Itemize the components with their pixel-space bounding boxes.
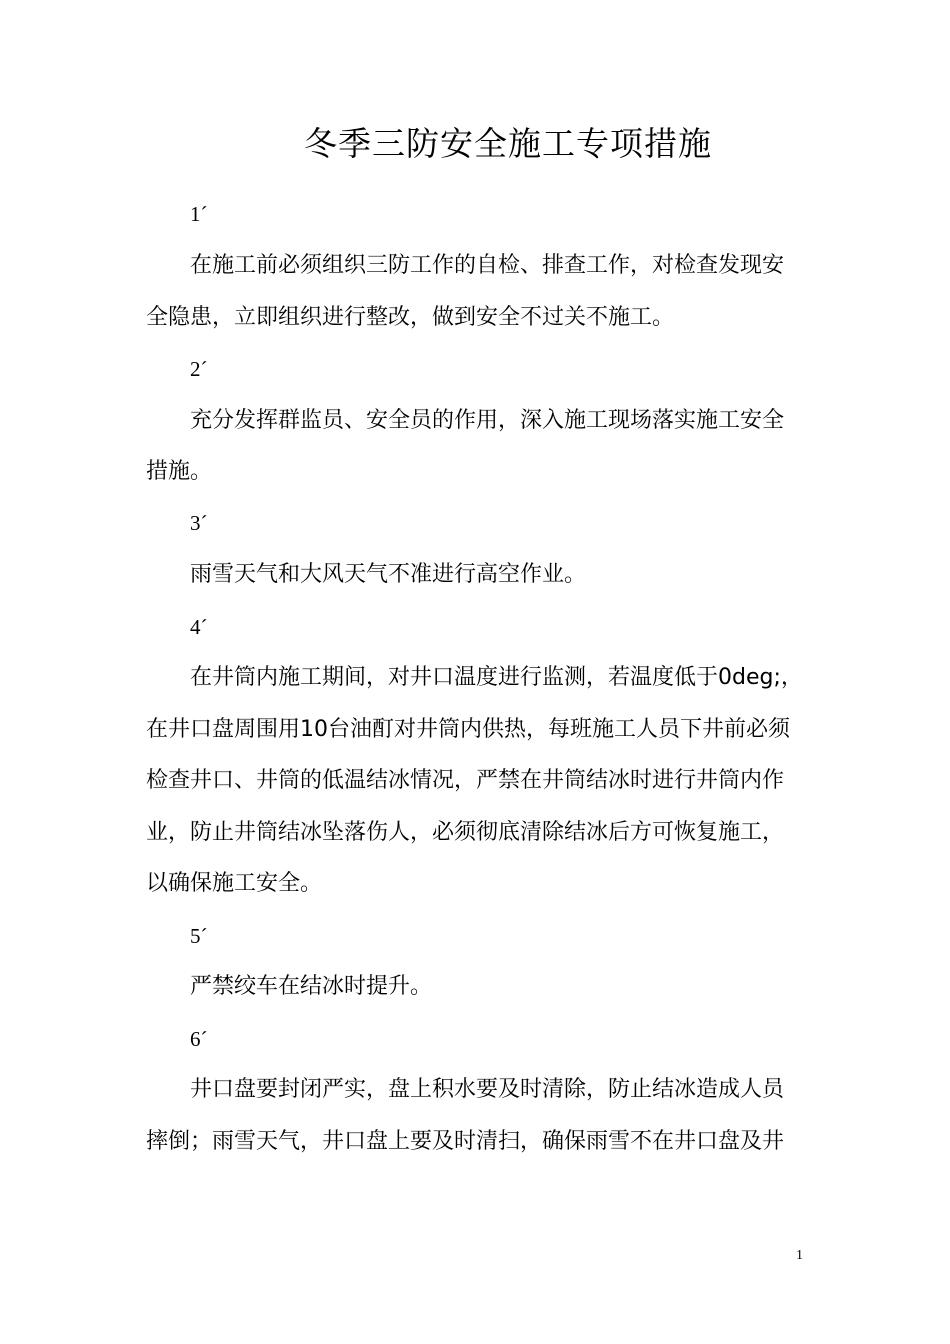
paragraph-line: 井口盘要封闭严实，盘上积水要及时清除，防止结冰造成人员 — [190, 1077, 785, 1102]
item-number: 6´ — [190, 1027, 208, 1051]
item-number: 1´ — [190, 202, 208, 226]
paragraph-line: 严禁绞车在结冰时提升。 — [190, 974, 433, 999]
paragraph-line: 在施工前必须组织三防工作的自检、排查工作，对检查发现安 — [190, 253, 785, 278]
paragraph-line: 雨雪天气和大风天气不准进行高空作业。 — [190, 562, 587, 587]
paragraph-line: 业，防止井筒结冰坠落伤人，必须彻底清除结冰后方可恢复施工， — [146, 820, 785, 845]
paragraph-line: 在井筒内施工期间，对井口温度进行监测，若温度低于0deg;， — [190, 665, 803, 690]
item-number: 5´ — [190, 924, 208, 948]
page-number: 1 — [796, 1248, 803, 1263]
paragraph-line: 措施。 — [146, 459, 213, 484]
paragraph-line: 检查井口、井筒的低温结冰情况，严禁在井筒结冰时进行井筒内作 — [146, 768, 785, 793]
item-number: 3´ — [190, 511, 208, 535]
paragraph-line: 以确保施工安全。 — [146, 871, 323, 896]
document-title: 冬季三防安全施工专项措施 — [304, 124, 712, 163]
paragraph-line: 全隐患，立即组织进行整改，做到安全不过关不施工。 — [146, 305, 675, 330]
paragraph-line: 在井口盘周围用10台油酊对井筒内供热，每班施工人员下井前必须 — [146, 717, 790, 742]
item-number: 4´ — [190, 615, 208, 639]
item-number: 2´ — [190, 357, 208, 381]
paragraph-line: 充分发挥群监员、安全员的作用，深入施工现场落实施工安全 — [190, 408, 785, 433]
paragraph-line: 摔倒；雨雪天气，井口盘上要及时清扫，确保雨雪不在井口盘及井 — [146, 1129, 785, 1154]
